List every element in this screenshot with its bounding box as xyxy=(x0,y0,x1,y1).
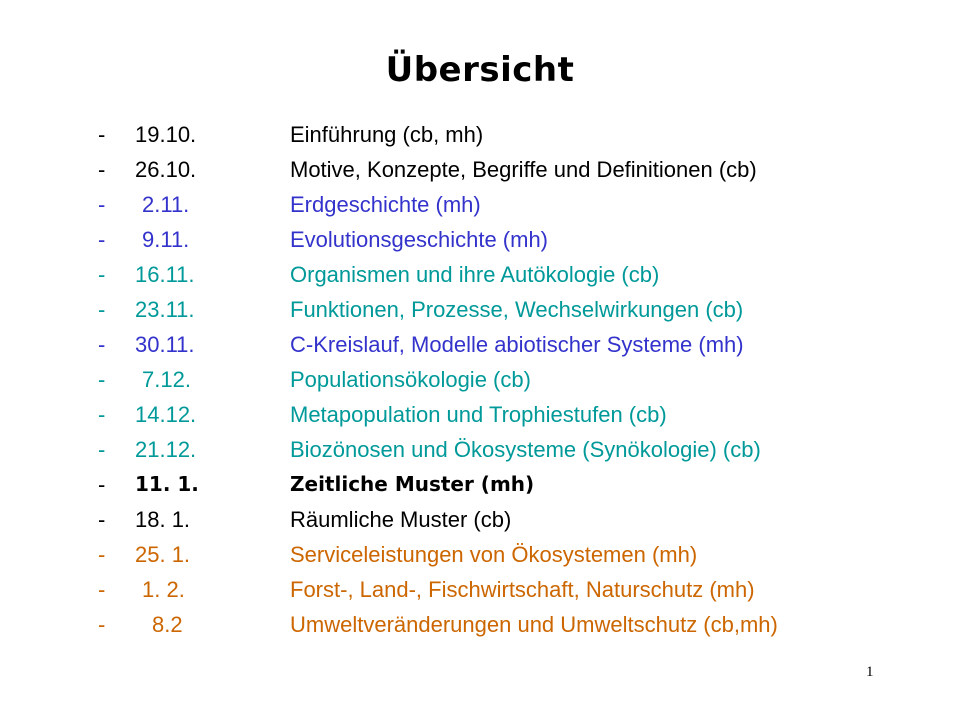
agenda-item xyxy=(0,327,960,362)
agenda-item-date: 16.11. xyxy=(135,262,195,287)
agenda-list xyxy=(0,117,960,642)
agenda-item xyxy=(0,397,960,432)
agenda-item-topic: Biozönosen und Ökosysteme (Synökologie) (cb) xyxy=(290,437,761,462)
agenda-item-topic: Umweltveränderungen und Umweltschutz (cb,mh) xyxy=(290,612,778,637)
agenda-item-topic: Metapopulation und Trophiestufen (cb) xyxy=(290,402,667,427)
agenda-item-topic: Organismen und ihre Autökologie (cb) xyxy=(290,262,660,287)
agenda-item xyxy=(0,432,960,467)
slide-title: Übersicht xyxy=(385,50,575,90)
agenda-item-bullet: - xyxy=(98,437,106,462)
agenda-item-bullet: - xyxy=(98,122,106,147)
agenda-item-bullet: - xyxy=(98,577,106,602)
agenda-item-date: 25. 1. xyxy=(135,542,191,567)
agenda-item-topic: Zeitliche Muster (mh) xyxy=(290,472,535,496)
agenda-item xyxy=(0,222,960,257)
agenda-item xyxy=(0,572,960,607)
agenda-item-topic: Forst-, Land-, Fischwirtschaft, Naturschutz (mh) xyxy=(290,577,755,602)
agenda-item-topic: Serviceleistungen von Ökosystemen (mh) xyxy=(290,542,698,567)
agenda-item-date: 26.10. xyxy=(135,157,197,182)
agenda-item-date: 9.11. xyxy=(142,227,190,252)
agenda-item-topic: C-Kreislauf, Modelle abiotischer Systeme (mh) xyxy=(290,332,744,357)
agenda-item-topic: Motive, Konzepte, Begriffe und Definitionen (cb) xyxy=(290,157,757,182)
agenda-item-bullet: - xyxy=(98,367,106,392)
agenda-item xyxy=(0,117,960,152)
agenda-item-date: 30.11. xyxy=(135,332,195,357)
agenda-item-date: 1. 2. xyxy=(142,577,185,602)
agenda-item xyxy=(0,537,960,572)
agenda-item-topic: Erdgeschichte (mh) xyxy=(290,192,481,217)
agenda-item-date: 23.11. xyxy=(135,297,195,322)
agenda-item-bullet: - xyxy=(98,507,106,532)
agenda-item-bullet: - xyxy=(98,262,106,287)
agenda-item-bullet: - xyxy=(98,332,106,357)
agenda-item-topic: Populationsökologie (cb) xyxy=(290,367,531,392)
agenda-item xyxy=(0,502,960,537)
agenda-item-date: 11. 1. xyxy=(135,472,199,496)
agenda-item-bullet: - xyxy=(98,472,106,497)
agenda-item-topic: Räumliche Muster (cb) xyxy=(290,507,512,532)
agenda-item xyxy=(0,607,960,642)
agenda-item xyxy=(0,362,960,397)
agenda-item-date: 19.10. xyxy=(135,122,197,147)
agenda-item-date: 8.2 xyxy=(152,612,183,637)
agenda-item-bullet: - xyxy=(98,227,106,252)
agenda-item xyxy=(0,467,960,502)
agenda-item-date: 14.12. xyxy=(135,402,197,427)
agenda-item-bullet: - xyxy=(98,542,106,567)
agenda-item xyxy=(0,152,960,187)
agenda-item-date: 7.12. xyxy=(142,367,191,392)
agenda-item-bullet: - xyxy=(98,612,106,637)
agenda-item-topic: Evolutionsgeschichte (mh) xyxy=(290,227,549,252)
agenda-item-bullet: - xyxy=(98,157,106,182)
page-number: 1 xyxy=(866,664,874,680)
agenda-item-bullet: - xyxy=(98,192,106,217)
agenda-item xyxy=(0,187,960,222)
agenda-item-bullet: - xyxy=(98,297,106,322)
agenda-item-date: 2.11. xyxy=(142,192,190,217)
agenda-item xyxy=(0,292,960,327)
agenda-item-date: 18. 1. xyxy=(135,507,191,532)
agenda-item-bullet: - xyxy=(98,402,106,427)
agenda-item xyxy=(0,257,960,292)
agenda-item-date: 21.12. xyxy=(135,437,197,462)
agenda-item-topic: Einführung (cb, mh) xyxy=(290,122,484,147)
agenda-item-topic: Funktionen, Prozesse, Wechselwirkungen (cb) xyxy=(290,297,744,322)
